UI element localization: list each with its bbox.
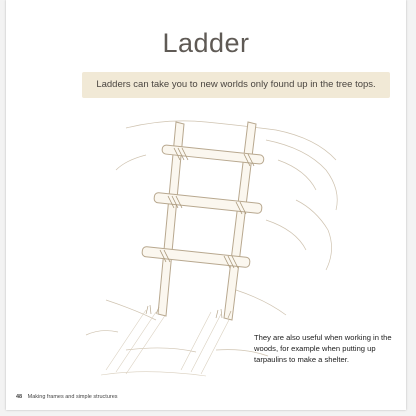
book-page xyxy=(6,0,406,410)
caption xyxy=(254,332,394,365)
page-footer xyxy=(16,394,118,400)
section-name: Making frames and simple structures xyxy=(27,394,118,400)
intro-text: Ladders can take you to new worlds only found up in the tree tops. xyxy=(96,79,376,90)
page-number: 48 xyxy=(16,394,23,400)
intro-banner xyxy=(82,72,390,98)
caption-text: They are also useful when working in the woods, for example when putting up tarpaulins to make a shelter. xyxy=(254,333,392,364)
page-title: Ladder xyxy=(162,28,250,58)
ground-shadow xyxy=(101,310,231,376)
